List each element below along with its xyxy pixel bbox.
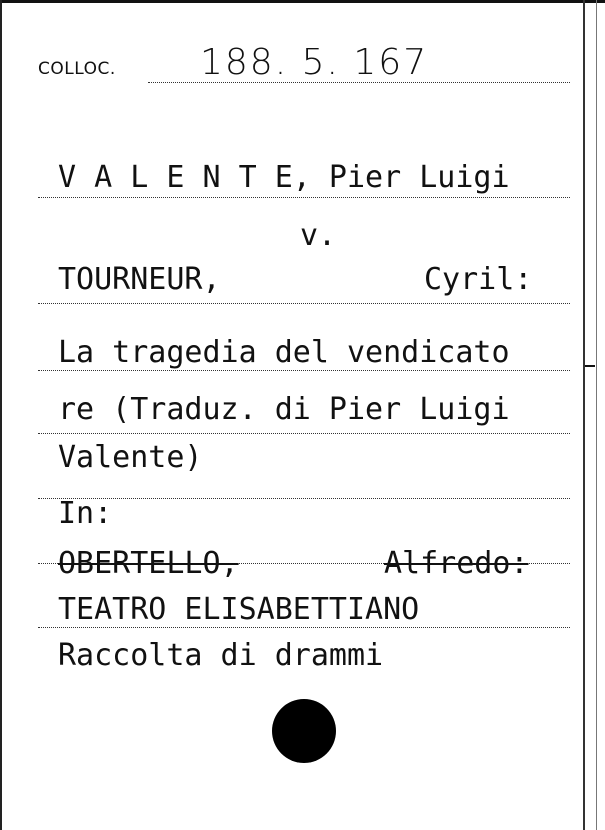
title-line-1: La tragedia del vendicato bbox=[58, 335, 510, 370]
rule-7 bbox=[38, 627, 570, 628]
colloc-label: COLLOC. bbox=[38, 59, 116, 79]
punch-hole bbox=[272, 699, 336, 763]
collection-title: TEATRO ELISABETTIANO bbox=[58, 592, 420, 627]
rule-2 bbox=[38, 303, 570, 304]
subject-author: TOURNEUR, bbox=[58, 262, 221, 297]
card-top-edge bbox=[0, 0, 605, 3]
card-left-edge bbox=[0, 0, 2, 830]
versus-text: v. bbox=[300, 218, 337, 253]
hyphen-mark bbox=[585, 365, 595, 367]
rule-4 bbox=[38, 433, 570, 434]
title-line-3: Valente) bbox=[58, 440, 203, 475]
author-heading: V A L E N T E, Pier Luigi bbox=[58, 160, 510, 195]
in-label: In: bbox=[58, 496, 113, 531]
card-right-edge bbox=[583, 0, 585, 830]
collection-subtitle: Raccolta di drammi bbox=[58, 638, 384, 673]
rule-3 bbox=[38, 370, 570, 371]
shelfmark: 188. 5. 167 bbox=[200, 42, 429, 83]
rule-1 bbox=[38, 197, 570, 198]
editor-name: OBERTELLO, bbox=[58, 546, 239, 581]
editor-firstname: Alfredo: bbox=[384, 546, 529, 581]
subject-author-firstname: Cyril: bbox=[424, 262, 533, 297]
title-line-2: re (Traduz. di Pier Luigi bbox=[58, 392, 510, 427]
rule-5 bbox=[38, 498, 570, 499]
card-right-edge-inner bbox=[596, 0, 597, 830]
